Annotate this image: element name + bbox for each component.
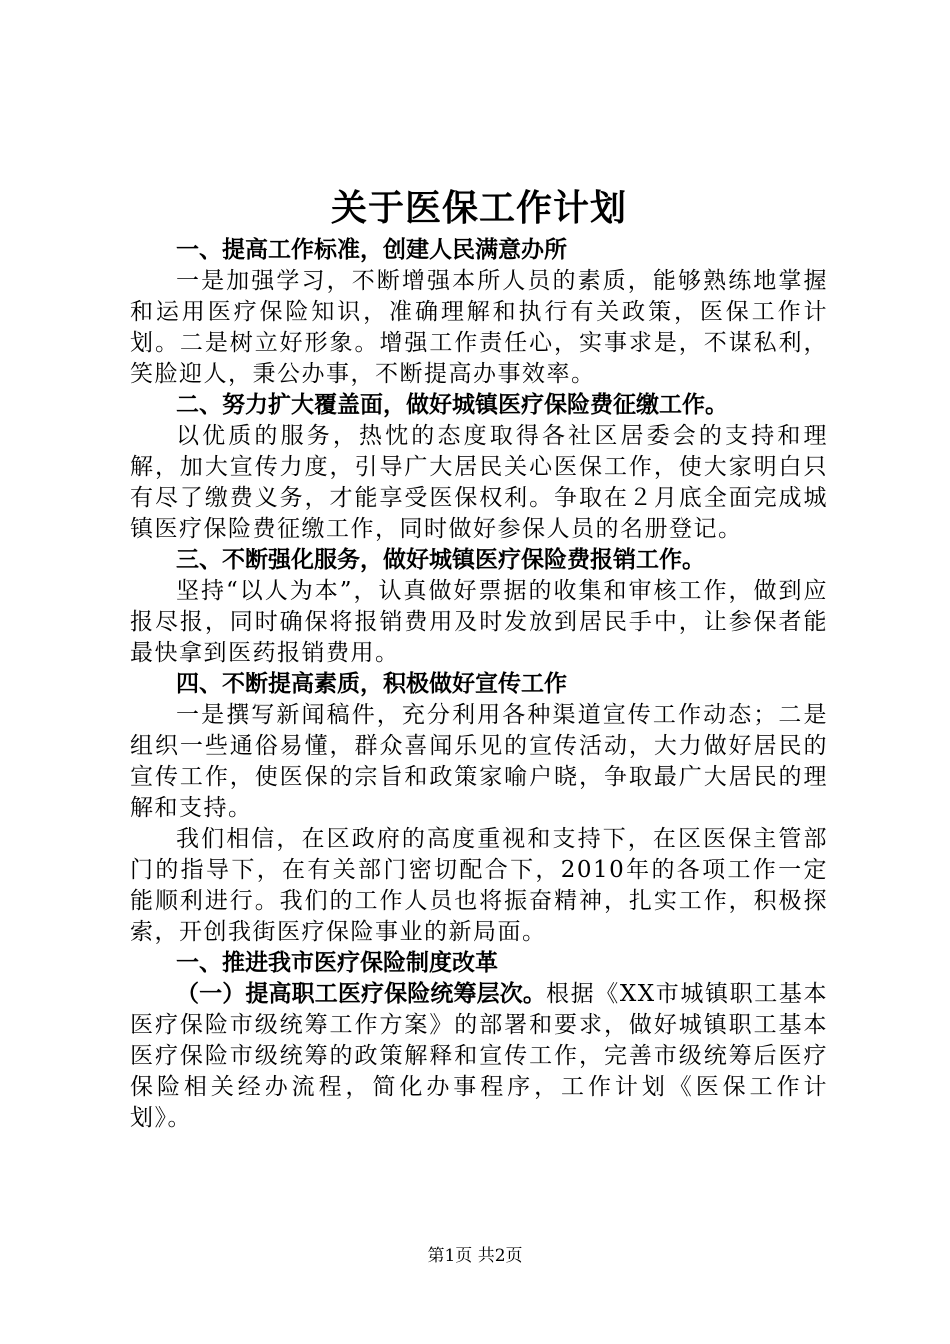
section-heading-5: 一、推进我市医疗保险制度改革 xyxy=(176,950,498,976)
paragraph-1: 一是加强学习，不断增强本所人员的素质，能够熟练地掌握和运用医疗保险知识，准确理解和执行有关政策，医保工作计划。二是树立好形象。增强工作责任心，实事求是，不谋私利，笑脸迎人，秉公办事，不断提高办事效率。 xyxy=(130,268,828,387)
page-footer: 第1页 共2页 xyxy=(427,1246,523,1266)
paragraph-6-lead: （一）提高职工医疗保险统筹层次。 xyxy=(176,981,546,1007)
paragraph-2: 以优质的服务，热忱的态度取得各社区居委会的支持和理解，加大宣传力度，引导广大居民关心医保工作，使大家明白只有尽了缴费义务，才能享受医保权利。争取在２月底全面完成城镇医疗保险费征缴工作，同时做好参保人员的名册登记。 xyxy=(130,423,828,542)
paragraph-3: 坚持“以人为本”，认真做好票据的收集和审核工作，做到应报尽报，同时确保将报销费用及时发放到居民手中，让参保者能最快拿到医药报销费用。 xyxy=(130,578,828,666)
paragraph-4: 一是撰写新闻稿件，充分利用各种渠道宣传工作动态；二是组织一些通俗易懂，群众喜闻乐见的宣传活动，大力做好居民的宣传工作，使医保的宗旨和政策家喻户晓，争取最广大居民的理解和支持。 xyxy=(130,702,828,821)
paragraph-5: 我们相信，在区政府的高度重视和支持下，在区医保主管部门的指导下，在有关部门密切配合下，2010年的各项工作一定能顺利进行。我们的工作人员也将振奋精神，扎实工作，积极探索，开创我街医疗保险事业的新局面。 xyxy=(130,826,828,945)
section-heading-1: 一、提高工作标准，创建人民满意办所 xyxy=(176,237,567,263)
section-heading-2: 二、努力扩大覆盖面，做好城镇医疗保险费征缴工作。 xyxy=(176,392,728,418)
paragraph-6 xyxy=(130,979,828,1134)
document-body xyxy=(130,185,828,1134)
section-heading-3: 三、不断强化服务，做好城镇医疗保险费报销工作。 xyxy=(176,547,705,573)
paragraph-6-body: 根据《XX市城镇职工基本医疗保险市级统筹工作方案》的部署和要求，做好城镇职工基本医疗保险市级统筹的政策解释和宣传工作，完善市级统筹后医疗保险相关经办流程，简化办事程序，工作计划《医保工作计划》。 xyxy=(130,981,828,1131)
page-title: 关于医保工作计划 xyxy=(330,188,627,229)
section-heading-4: 四、不断提高素质，积极做好宣传工作 xyxy=(176,671,567,697)
